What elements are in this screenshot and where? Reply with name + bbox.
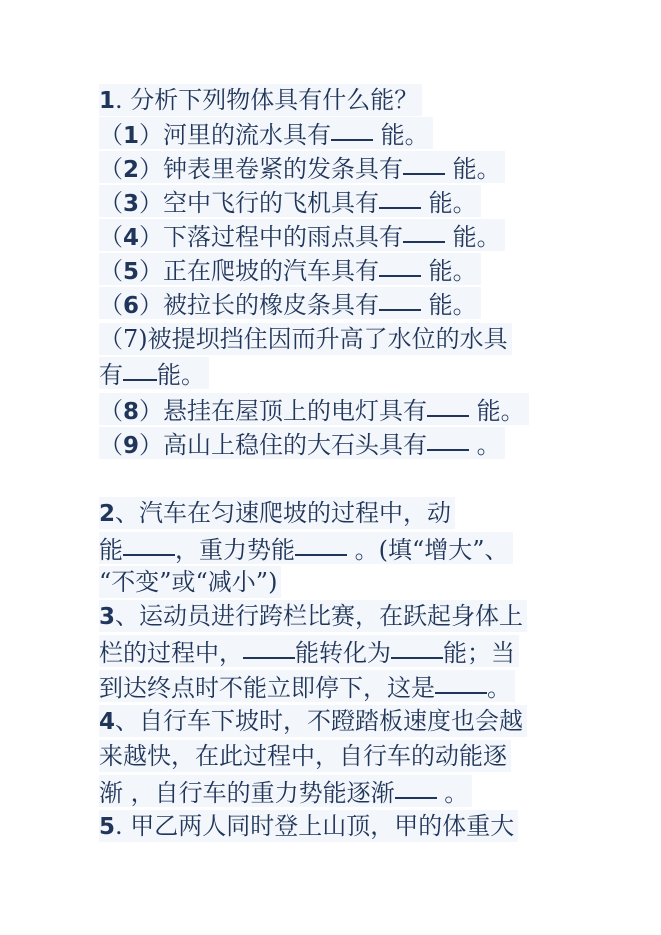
answer-blank[interactable] [295,532,347,556]
answer-blank[interactable] [427,393,469,417]
q3-line3: 到达终点时不能立即停下，这是 。 [99,670,515,702]
q2-line3: “不变”或“减小”) [99,566,281,598]
q3-line2: 栏的过程中， 能转化为 能；当 [99,635,519,667]
q1-item-8: （8）悬挂在屋顶上的电灯具有 能。 [99,393,529,425]
answer-blank[interactable] [243,635,295,659]
answer-blank[interactable] [379,253,421,277]
q1-item-4: （4）下落过程中的雨点具有 能。 [99,219,505,251]
q4-line2: 来越快，在此过程中，自行车的动能逐 [99,740,511,772]
answer-blank[interactable] [379,185,421,209]
q3-number: 3 [99,604,116,630]
q1-number: 1 [99,88,116,114]
q1-item-7-line2: 有 能。 [99,357,209,389]
q5-line1: 5. 甲乙两人同时登上山顶，甲的体重大 [99,810,518,842]
q2-line2: 能 ，重力势能 。(填“增大”、 [99,532,513,564]
answer-blank[interactable] [123,532,175,556]
q1-item-9: （9）高山上稳住的大石头具有 。 [99,427,505,459]
q2-line1: 2、汽车在匀速爬坡的过程中，动 [99,497,455,529]
q1-item-7-line1: （7)被提坝挡住因而升高了水位的水具 [99,323,512,355]
answer-blank[interactable] [391,635,443,659]
q1-item-6: （6）被拉长的橡皮条具有 能。 [99,287,481,319]
q4-line1: 4、自行车下坡时，不蹬踏板速度也会越 [99,705,527,737]
answer-blank[interactable] [427,427,469,451]
q1-title [99,84,422,116]
q1-item-3: （3）空中飞行的飞机具有 能。 [99,185,481,217]
answer-blank[interactable] [379,287,421,311]
q2-number: 2 [99,501,116,527]
q1-text: . 分析下列物体具有什么能？ [115,86,419,114]
answer-blank[interactable] [331,117,373,141]
q1-item-2: （2）钟表里卷紧的发条具有 能。 [99,151,505,183]
q1-item-1: （1）河里的流水具有 能。 [99,117,433,149]
answer-blank[interactable] [123,357,157,381]
answer-blank[interactable] [395,775,437,799]
q4-line3: 渐 ，自行车的重力势能逐渐 。 [99,775,472,807]
q5-number: 5 [99,814,116,840]
q1-item-5: （5）正在爬坡的汽车具有 能。 [99,253,481,285]
q3-line1: 3、运动员进行跨栏比赛，在跃起身体上 [99,600,527,632]
answer-blank[interactable] [435,670,487,694]
q4-number: 4 [99,709,116,735]
answer-blank[interactable] [403,219,445,243]
answer-blank[interactable] [403,151,445,175]
